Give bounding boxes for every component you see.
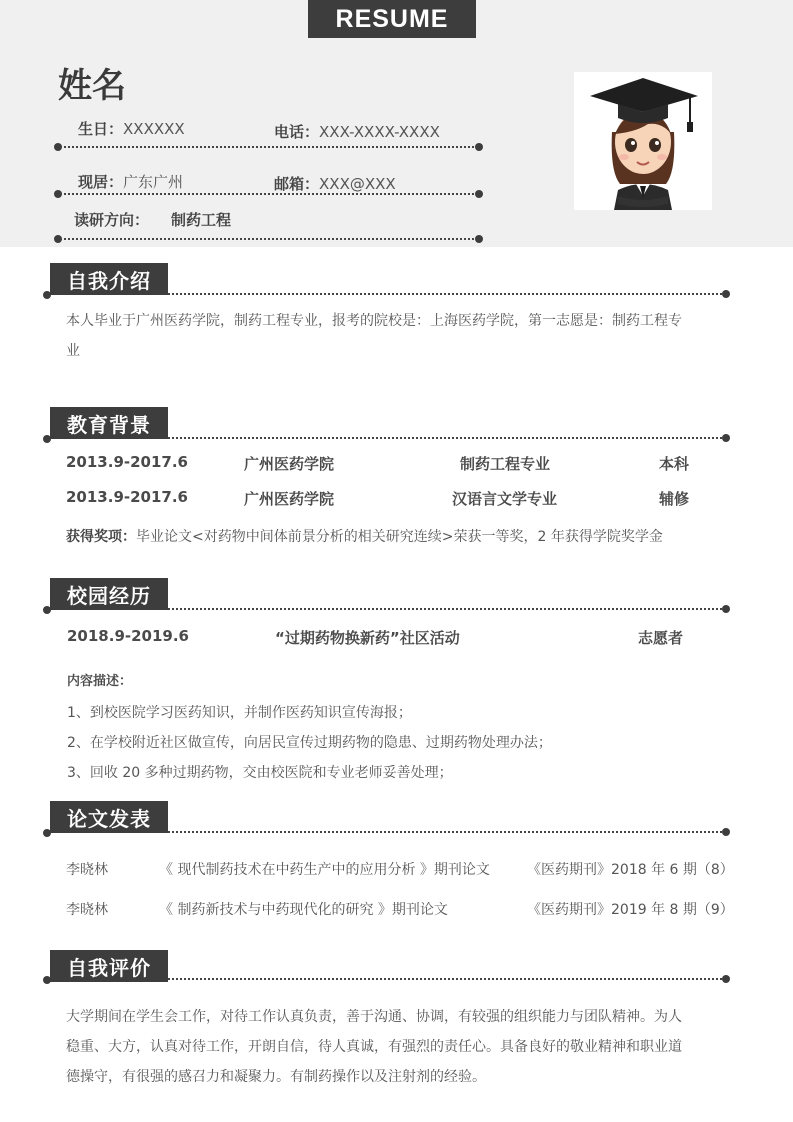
divider-dot [43, 976, 51, 984]
location-value: 广东广州 [123, 173, 184, 191]
location-field [78, 171, 183, 192]
section-title-papers: 论文发表 [50, 801, 168, 833]
email-label: 邮箱： [274, 175, 320, 193]
email-value: XXX@XXX [319, 175, 396, 193]
phone-field [274, 121, 440, 142]
direction-label: 读研方向： [74, 211, 150, 229]
evaluation-line: 稳重、大方，认真对待工作，开朗自信，待人真诚，有强烈的责任心。具备良好的敬业精神和职业道 [66, 1039, 682, 1055]
phone-value: XXX-XXXX-XXXX [319, 123, 440, 141]
divider-dot [722, 434, 730, 442]
divider-dot [475, 190, 483, 198]
dotted-divider [168, 437, 726, 439]
divider-dot [475, 143, 483, 151]
paper-author: 李晓林 [66, 902, 108, 918]
awards-value: 毕业论文<对药物中间体前景分析的相关研究连续>荣获一等奖，2 年获得学院奖学金 [136, 529, 663, 545]
graduate-avatar-icon [574, 72, 712, 210]
section-title-campus: 校园经历 [50, 578, 168, 610]
campus-activity: “过期药物换新药”社区活动 [275, 629, 460, 647]
section-title-education: 教育背景 [50, 407, 168, 439]
divider-dot [43, 606, 51, 614]
birthday-value: XXXXXX [123, 120, 185, 138]
intro-line: 业 [66, 343, 80, 359]
birthday-field [78, 118, 185, 139]
edu-major: 制药工程专业 [460, 455, 551, 473]
divider-dot [722, 828, 730, 836]
dotted-divider [60, 146, 478, 148]
campus-period: 2018.9-2019.6 [67, 627, 189, 645]
edu-degree: 辅修 [659, 490, 690, 508]
edu-period: 2013.9-2017.6 [66, 453, 188, 471]
intro-line: 本人毕业于广州医药学院，制药工程专业，报考的院校是：上海医药学院，第一志愿是：制药工程专 [66, 313, 682, 329]
edu-major: 汉语言文学专业 [452, 490, 558, 508]
campus-desc-list [67, 698, 552, 788]
paper-author: 李晓林 [66, 862, 108, 878]
divider-dot [43, 829, 51, 837]
edu-period: 2013.9-2017.6 [66, 488, 188, 506]
direction-value: 制药工程 [171, 211, 232, 229]
evaluation-text [66, 1002, 682, 1092]
divider-dot [43, 291, 51, 299]
awards-line [66, 526, 663, 546]
awards-label: 获得奖项： [66, 529, 136, 545]
dotted-divider [60, 193, 478, 195]
birthday-label: 生日： [78, 120, 124, 138]
edu-school: 广州医药学院 [244, 455, 335, 473]
phone-label: 电话： [274, 123, 320, 141]
edu-degree: 本科 [659, 455, 690, 473]
dotted-divider [60, 238, 478, 240]
evaluation-line: 德操守，有很强的感召力和凝聚力。有制药操作以及注射剂的经验。 [66, 1069, 486, 1085]
campus-desc-label: 内容描述： [67, 674, 133, 689]
list-item: 1、到校医院学习医药知识，并制作医药知识宣传海报； [67, 705, 412, 721]
dotted-divider [168, 293, 726, 295]
divider-dot [722, 605, 730, 613]
paper-title: 《 制药新技术与中药现代化的研究 》期刊论文 [159, 902, 448, 918]
section-title-evaluation: 自我评价 [50, 950, 168, 982]
paper-journal: 《医药期刊》2019 年 8 期（9） [527, 902, 734, 918]
direction-field [74, 209, 231, 230]
email-field [274, 173, 396, 194]
evaluation-line: 大学期间在学生会工作，对待工作认真负责，善于沟通、协调，有较强的组织能力与团队精神。为人 [66, 1009, 682, 1025]
list-item: 3、回收 20 多种过期药物，交由校医院和专业老师妥善处理； [67, 765, 453, 781]
campus-role: 志愿者 [638, 629, 684, 647]
divider-dot [475, 235, 483, 243]
divider-dot [722, 290, 730, 298]
section-title-intro: 自我介绍 [50, 263, 168, 295]
profile-photo [574, 72, 712, 210]
dotted-divider [168, 978, 726, 980]
intro-text [66, 306, 682, 366]
resume-badge: RESUME [308, 0, 476, 38]
dotted-divider [168, 831, 726, 833]
list-item: 2、在学校附近社区做宣传，向居民宣传过期药物的隐患、过期药物处理办法； [67, 735, 552, 751]
divider-dot [722, 975, 730, 983]
location-label: 现居： [78, 173, 124, 191]
divider-dot [43, 435, 51, 443]
dotted-divider [168, 608, 726, 610]
candidate-name: 姓名 [58, 66, 126, 106]
paper-journal: 《医药期刊》2018 年 6 期（8） [527, 862, 734, 878]
paper-title: 《 现代制药技术在中药生产中的应用分析 》期刊论文 [159, 862, 490, 878]
edu-school: 广州医药学院 [244, 490, 335, 508]
